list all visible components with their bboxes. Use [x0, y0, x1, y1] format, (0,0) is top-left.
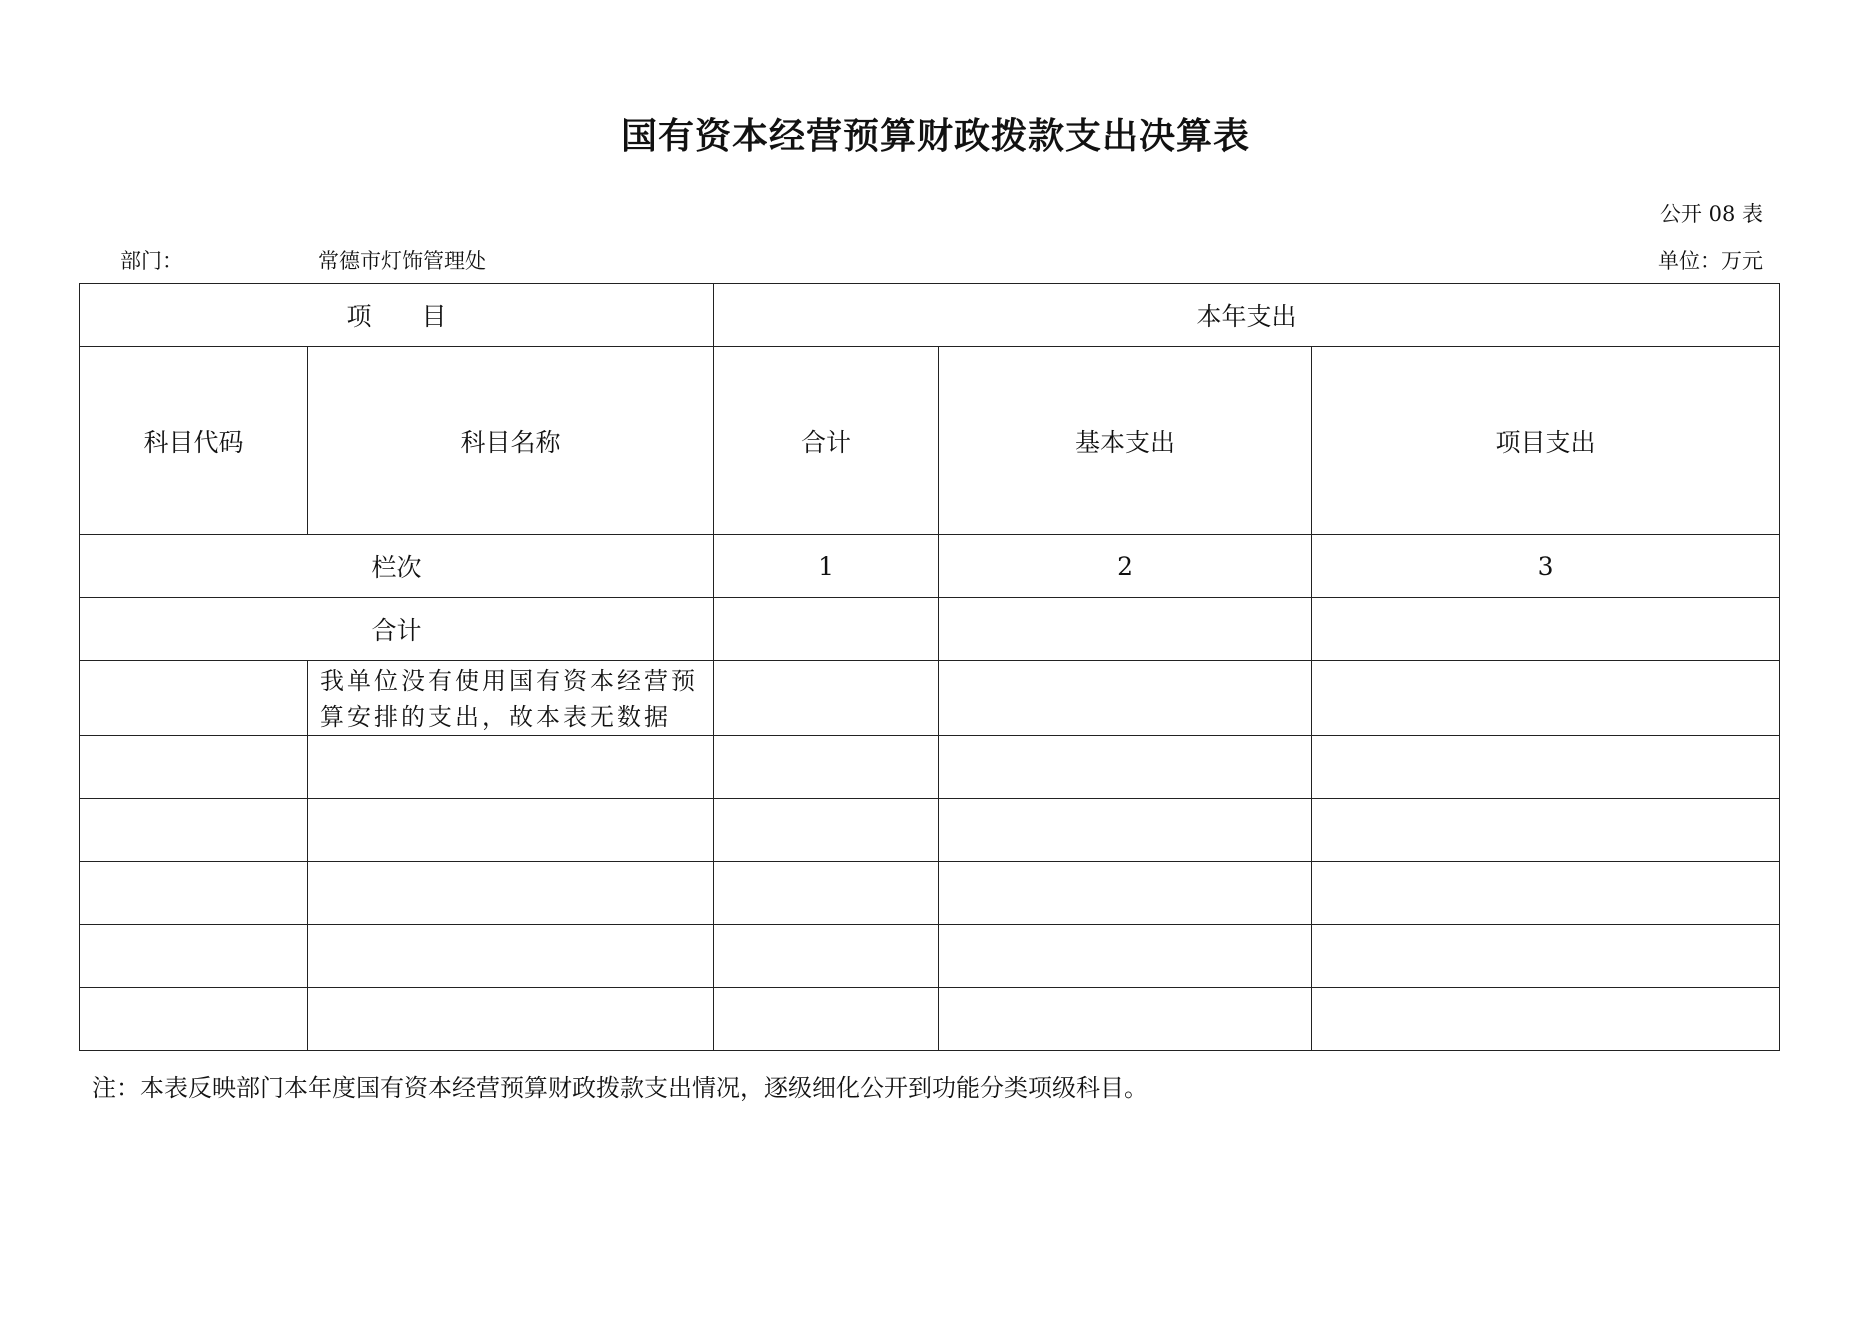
table-cell — [308, 862, 714, 925]
table-cell — [714, 736, 939, 799]
index-2: 2 — [939, 535, 1312, 598]
expenditure-table — [79, 283, 1780, 1051]
table-header-row — [80, 284, 1780, 347]
note-row — [80, 661, 1780, 736]
table-cell — [714, 661, 939, 736]
table-cell — [1312, 799, 1780, 862]
table-subheader-row — [80, 347, 1780, 535]
total-row — [80, 598, 1780, 661]
index-row — [80, 535, 1780, 598]
table-cell — [714, 925, 939, 988]
table-cell — [80, 736, 308, 799]
table-cell — [1312, 736, 1780, 799]
department-name: 常德市灯饰管理处 — [318, 249, 486, 273]
col-basic-header: 基本支出 — [939, 347, 1312, 535]
no-data-note: 我单位没有使用国有资本经营预算安排的支出，故本表无数据 — [308, 661, 714, 736]
table-cell — [308, 925, 714, 988]
table-cell — [939, 925, 1312, 988]
table-cell — [939, 736, 1312, 799]
header-current-year: 本年支出 — [714, 284, 1780, 347]
index-1: 1 — [714, 535, 939, 598]
total-project-cell — [1312, 598, 1780, 661]
total-cell — [714, 598, 939, 661]
table-cell — [80, 799, 308, 862]
table-cell — [80, 661, 308, 736]
footnote: 注：本表反映部门本年度国有资本经营预算财政拨款支出情况，逐级细化公开到功能分类项级科目。 — [92, 1074, 1148, 1102]
table-cell — [939, 988, 1312, 1051]
header-item: 项 目 — [80, 284, 714, 347]
table-cell — [939, 862, 1312, 925]
col-code-header: 科目代码 — [80, 347, 308, 535]
total-row-label: 合计 — [80, 598, 714, 661]
table-cell — [1312, 988, 1780, 1051]
table-row — [80, 799, 1780, 862]
department-label: 部门： — [120, 249, 183, 273]
table-cell — [308, 736, 714, 799]
table-cell — [80, 862, 308, 925]
table-cell — [939, 661, 1312, 736]
table-row — [80, 988, 1780, 1051]
table-cell — [308, 988, 714, 1051]
table-cell — [308, 799, 714, 862]
col-project-header: 项目支出 — [1312, 347, 1780, 535]
table-cell — [714, 799, 939, 862]
table-cell — [1312, 862, 1780, 925]
table-cell — [714, 988, 939, 1051]
total-basic-cell — [939, 598, 1312, 661]
table-cell — [1312, 661, 1780, 736]
table-cell — [714, 862, 939, 925]
table-cell — [1312, 925, 1780, 988]
page-title: 国有资本经营预算财政拨款支出决算表 — [620, 115, 1250, 157]
unit-label: 单位：万元 — [1658, 249, 1763, 273]
table-cell — [80, 925, 308, 988]
index-3: 3 — [1312, 535, 1780, 598]
table-cell — [939, 799, 1312, 862]
col-name-header: 科目名称 — [308, 347, 714, 535]
col-total-header: 合计 — [714, 347, 939, 535]
table-cell — [80, 988, 308, 1051]
form-number: 公开 08 表 — [1659, 202, 1763, 226]
table-row — [80, 862, 1780, 925]
table-row — [80, 925, 1780, 988]
table-row — [80, 736, 1780, 799]
index-row-label: 栏次 — [80, 535, 714, 598]
